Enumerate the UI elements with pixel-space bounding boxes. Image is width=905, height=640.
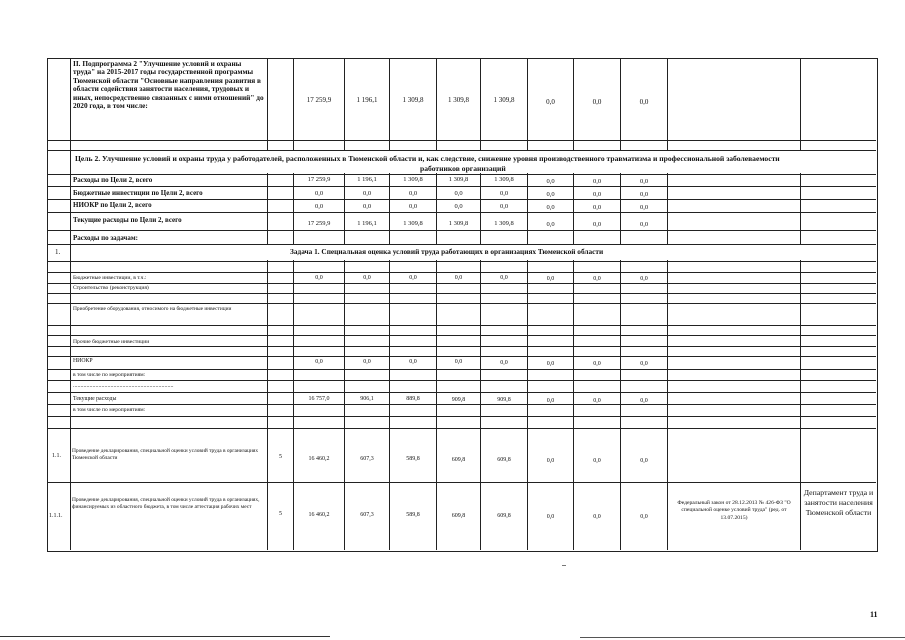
current-value: 16 757,0	[308, 396, 330, 402]
measure-value: 607,3	[360, 512, 374, 518]
current-label: Текущие расходы	[73, 396, 117, 402]
row-line	[47, 140, 876, 141]
goal-title-line2: работников организаций	[420, 164, 506, 173]
scan-line	[0, 636, 330, 637]
subprogram-value-3: 1 309,8	[402, 96, 424, 104]
measure-col: 5	[279, 454, 282, 460]
measure-value: 16 460,2	[308, 512, 330, 518]
goal-row-value: 0,0	[639, 221, 649, 228]
responsible-department: Департамент труда и занятости населения Тюменской области	[803, 488, 874, 517]
niokr-value: 0,0	[546, 361, 555, 367]
row-line	[47, 261, 876, 262]
goal-row-label: НИОКР по Цели 2, всего	[73, 201, 152, 209]
row-line	[47, 325, 876, 326]
goal-row-label: Расходы по Цели 2, всего	[73, 176, 153, 184]
scan-dot	[562, 565, 566, 566]
goal-row-value: 0,0	[499, 203, 509, 210]
col-line	[573, 58, 574, 550]
col-line	[480, 58, 481, 550]
subprogram-value-7: 0,0	[592, 98, 602, 106]
row-line	[47, 174, 876, 175]
legal-basis: Федеральный закон от 28.12.2013 № 426-ФЗ "О специальной оценке условий труда" (ред. от 13.07.2015)	[677, 500, 791, 521]
niokr-value: 0,0	[593, 361, 601, 367]
row-line	[47, 346, 876, 347]
goal-row-value: 1 196,1	[357, 176, 377, 183]
budget-inv-value: 0,0	[640, 276, 648, 282]
measure-value: 16 460,2	[308, 456, 330, 462]
current-value: 909,8	[497, 397, 511, 403]
goal-row-value: 0,0	[362, 190, 372, 197]
current-value: 889,8	[406, 396, 420, 402]
goal-title-line1: Цель 2. Улучшение условий и охраны труда у работодателей, расположенных в Тюменской области и, как следствие, снижение уровня производственного травматизма и профессиональной заболеваемости	[75, 154, 780, 163]
goal-row-value: 0,0	[592, 178, 602, 185]
current-value: 909,8	[451, 397, 466, 403]
measure-value: 609,8	[497, 513, 511, 519]
equipment-label: Приобретение оборудования, относимого на бюджетные инвестиции	[73, 306, 232, 312]
row-line	[47, 212, 876, 213]
goal-row-value: 1 309,8	[403, 176, 423, 183]
measure-value: 0,0	[640, 514, 648, 520]
budget-inv-value: 0,0	[315, 275, 323, 281]
col-line	[620, 58, 621, 550]
goal-row-value: 0,0	[408, 190, 418, 197]
subprogram-value-6: 0,0	[546, 98, 555, 106]
goal-row-value: 0,0	[314, 203, 324, 210]
subprogram-value-2: 1 196,1	[356, 96, 378, 104]
budget-inv-value: 0,0	[363, 275, 371, 281]
measure-label: Проведение декларирования, специальной оценки условий труда в организациях Тюменской области	[72, 448, 259, 461]
measure-value: 589,8	[406, 456, 420, 462]
measure-label: Проведение декларирования, специальной оценки условий труда в организациях, финансируемых из областного бюджета, в том числе аттестация рабочих мест	[72, 497, 260, 510]
niokr-value: 0,0	[640, 361, 648, 367]
niokr-sub-label: в том числе по мероприятиям:	[73, 372, 146, 378]
col-line	[293, 58, 294, 550]
row-line	[47, 293, 876, 294]
goal-row-value: 0,0	[546, 178, 555, 185]
goal-row-value: 1 196,1	[357, 220, 377, 227]
row-line	[47, 482, 876, 483]
col-line	[800, 58, 801, 550]
measure-value: 607,3	[360, 456, 374, 462]
col-line	[344, 58, 345, 550]
niokr-label: НИОКР	[73, 358, 93, 364]
measure-value: 609,8	[497, 457, 511, 463]
construction-label: Строительство (реконструкция)	[73, 285, 149, 291]
goal-row-value: 0,0	[362, 203, 372, 210]
subprogram-value-4: 1 309,8	[448, 96, 469, 104]
col-line	[527, 58, 528, 550]
goal-row-value: 0,0	[314, 190, 324, 197]
goal-row-value: 0,0	[499, 190, 509, 197]
scan-line	[580, 637, 905, 638]
dots-placeholder: ...................................................................	[73, 383, 174, 389]
page-number: 11	[870, 610, 878, 619]
measure-value: 0,0	[593, 514, 601, 520]
measure-value: 0,0	[640, 458, 648, 464]
goal-row-value: 0,0	[546, 204, 555, 211]
current-value: 0,0	[640, 398, 648, 404]
budget-inv-value: 0,0	[500, 275, 508, 281]
goal-row-value: 0,0	[592, 221, 602, 228]
row-line	[47, 186, 876, 187]
niokr-value: 0,0	[363, 359, 371, 365]
goal-row-value: 0,0	[592, 204, 602, 211]
budget-inv-value: 0,0	[593, 276, 601, 282]
col-line	[436, 58, 437, 550]
subprogram-value-8: 0,0	[639, 98, 649, 106]
task-number: 1.	[55, 248, 61, 256]
col-line	[389, 58, 390, 550]
goal-row-value: 0,0	[639, 191, 649, 198]
niokr-value: 0,0	[500, 360, 508, 366]
niokr-value: 0,0	[454, 359, 463, 365]
measure-value: 0,0	[546, 514, 555, 520]
row-line	[47, 272, 876, 273]
row-line	[47, 199, 876, 200]
goal-row-value: 1 309,8	[494, 176, 514, 183]
current-value: 906,1	[360, 396, 374, 402]
goal-row-value: 17 259,9	[307, 220, 331, 227]
col-line	[70, 58, 71, 550]
goal-row-value: 17 259,9	[307, 176, 331, 183]
tasks-heading: Расходы по задачам:	[73, 234, 138, 242]
measure-value: 609,8	[451, 513, 466, 519]
row-line	[47, 428, 876, 429]
goal-row-value: 0,0	[592, 191, 602, 198]
budget-inv-value: 0,0	[546, 276, 555, 282]
goal-row-value: 0,0	[546, 221, 555, 228]
col-line	[667, 58, 668, 550]
goal-row-value: 1 309,8	[403, 220, 423, 227]
row-line	[47, 392, 876, 393]
goal-row-value: 0,0	[454, 203, 463, 210]
budget-inv-label: Бюджетные инвестиции, в т.ч.:	[73, 275, 147, 281]
current-sub-label: в том числе по мероприятиям:	[73, 407, 146, 413]
goal-row-value: 0,0	[454, 190, 463, 197]
measure-number: 1.1.	[52, 453, 61, 459]
other-inv-label: Прочие бюджетные инвестиции	[73, 339, 150, 345]
goal-row-value: 0,0	[639, 178, 649, 185]
row-line	[47, 416, 876, 417]
measure-value: 0,0	[546, 458, 555, 464]
goal-row-label: Текущие расходы по Цели 2, всего	[73, 216, 182, 224]
row-line	[47, 369, 876, 370]
measure-value: 0,0	[593, 458, 601, 464]
row-line	[47, 230, 876, 231]
niokr-value: 0,0	[315, 359, 323, 365]
goal-row-value: 0,0	[639, 204, 649, 211]
goal-row-value: 1 309,8	[494, 220, 514, 227]
subprogram-value-1: 17 259,9	[306, 96, 332, 104]
goal-row-value: 1 309,8	[448, 176, 469, 183]
goal-row-value: 0,0	[546, 191, 555, 198]
subprogram-title: II. Подпрограмма 2 "Улучшение условий и охраны труда" на 2015-2017 годы государственной программы Тюменской области "Основные направления развития в области содействия занятости населения, трудовых и иных, непосредственно связанных с ними отношений" до 2020 года, в том числе:	[73, 59, 264, 111]
measure-value: 589,8	[406, 512, 420, 518]
measure-value: 609,8	[451, 457, 466, 463]
goal-row-label: Бюджетные инвестиции по Цели 2, всего	[73, 189, 203, 197]
goal-row-value: 0,0	[408, 203, 418, 210]
current-value: 0,0	[593, 398, 601, 404]
measure-col: 5	[279, 511, 282, 517]
current-value: 0,0	[546, 398, 555, 404]
budget-inv-value: 0,0	[454, 275, 463, 281]
row-line	[47, 335, 876, 336]
task-title: Задача 1. Специальная оценка условий труда работающих в организациях Тюменской области	[290, 248, 604, 256]
row-line	[47, 303, 876, 304]
row-line	[47, 404, 876, 405]
measure-number: 1.1.1.	[49, 513, 63, 519]
budget-inv-value: 0,0	[409, 275, 417, 281]
subprogram-value-5: 1 309,8	[493, 96, 515, 104]
goal-row-value: 1 309,8	[448, 220, 469, 227]
col-line	[267, 58, 268, 550]
niokr-value: 0,0	[409, 359, 417, 365]
